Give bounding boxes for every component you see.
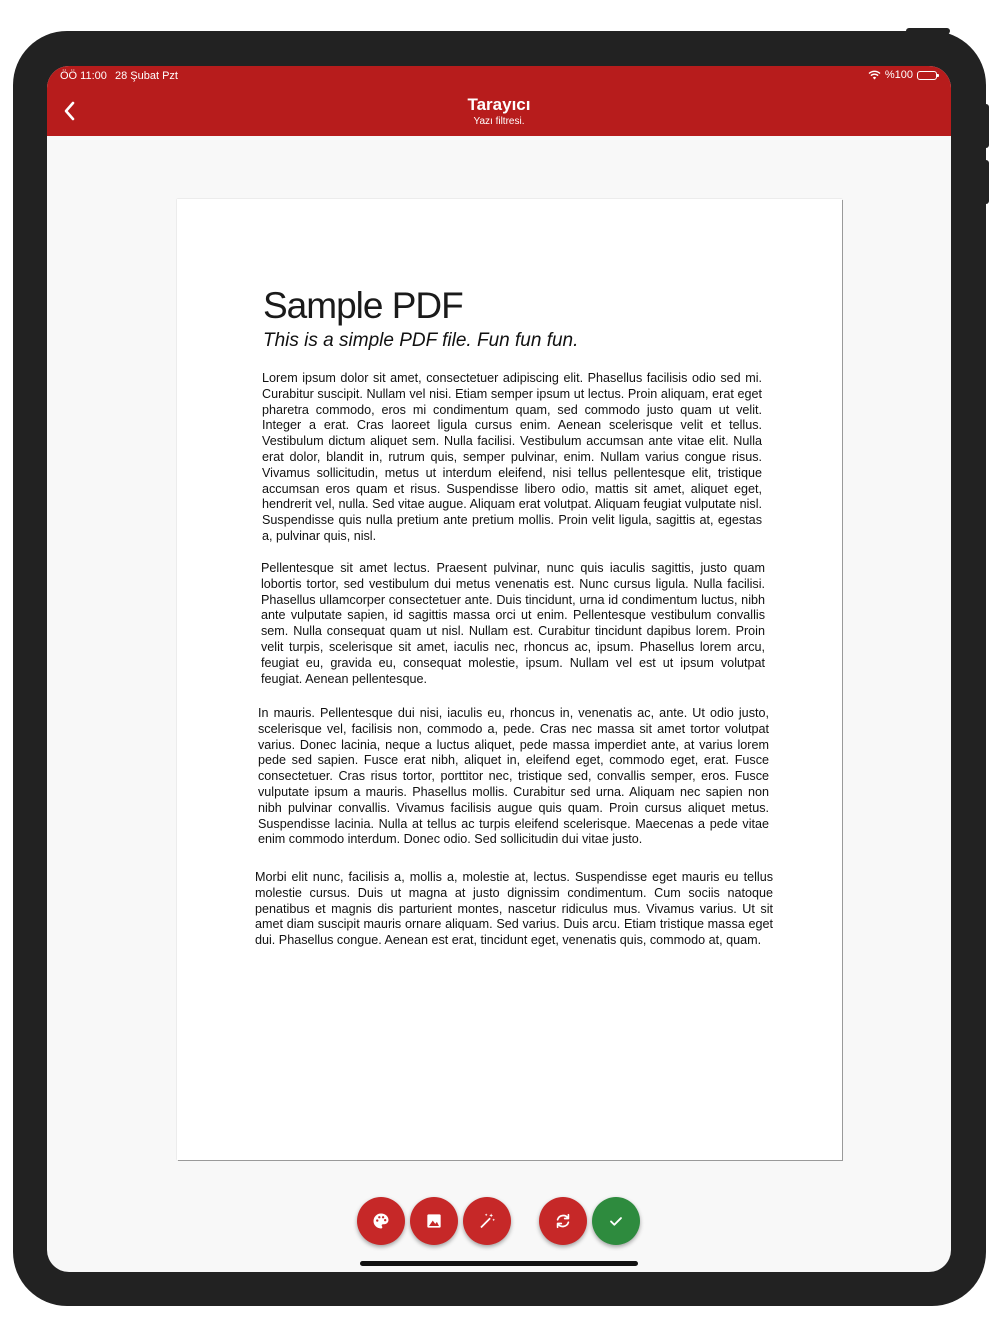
status-date: 28 Şubat Pzt [115, 70, 178, 82]
battery-icon [917, 71, 937, 80]
home-indicator[interactable] [360, 1261, 638, 1266]
image-icon [424, 1211, 444, 1231]
image-filter-button[interactable] [410, 1197, 458, 1245]
document-paragraph: Lorem ipsum dolor sit amet, consectetuer adipiscing elit. Phasellus facilisis odio sed mi. Curabitur suscipit. Nullam vel nisi. Etiam semper ipsum ut lectus. Proin aliquam, erat eget pharetra commodo, eros mi condimentum quam, sed commodo justo quam ut velit. Integer a erat. Cras laoreet ligula cursus enim. Aenean scelerisque velit et tellus. Vestibulum dictum aliquet sem. Nulla facilisi. Vestibulum accumsan ante vitae elit. Nulla erat dolor, blandit in, rutrum quis, semper pulvinar, enim. Nullam varius congue risus. Vivamus sollicitudin, metus ut interdum eleifend, nisi tellus pellentesque elit, tristique accumsan eros quam et risus. Suspendisse libero odio, mattis sit amet, aliquet eget, hendrerit vel, nulla. Sed vitae augue. Aliquam erat volutpat. Aliquam feugiat vulputate nisl. Suspendisse quis nulla pretium ante pretium mollis. Proin velit ligula, sagittis at, egestas a, pulvinar quis, nisl. [262, 371, 762, 543]
page-subtitle: Yazı filtresi. [473, 116, 525, 127]
scanned-document-preview [177, 199, 842, 1160]
auto-enhance-button[interactable] [463, 1197, 511, 1245]
color-filter-button[interactable] [357, 1197, 405, 1245]
document-title: Sample PDF [263, 285, 463, 326]
filter-toolbar [0, 1197, 1000, 1245]
palette-icon [371, 1211, 391, 1231]
document-paragraph: In mauris. Pellentesque dui nisi, iaculis eu, rhoncus in, venenatis ac, ante. Ut odio justo, scelerisque vel, facilisis non, commodo a, pede. Cras nec massa sit amet tortor volutpat varius. Donec lacinia, neque a luctus aliquet, pede massa imperdiet ante, at varius lorem pede sed sapien. Fusce erat nibh, aliquet in, eleifend eget, commodo eget, erat. Fusce consectetuer. Cras risus tortor, porttitor nec, tristique sed, convallis semper, eros. Fusce vulputate ipsum a mauris. Phasellus mollis. Curabitur sed urna. Aliquam nec sapien non nibh pulvinar convallis. Vivamus facilisis augue quis quam. Proin cursus aliquet metus. Suspendisse lacinia. Nulla at tellus ac turpis eleifend scelerisque. Maecenas a pede vitae enim commodo interdum. Donec odio. Sed sollicitudin dui vitae justo. [258, 706, 769, 847]
confirm-button[interactable] [592, 1197, 640, 1245]
magic-wand-icon [477, 1211, 497, 1231]
status-right [868, 69, 937, 81]
refresh-icon [553, 1211, 573, 1231]
nav-bar [47, 66, 951, 136]
document-paragraph: Pellentesque sit amet lectus. Praesent pulvinar, nunc quis iaculis sagittis, justo quam lobortis tortor, sed vestibulum dui metus venenatis est. Nunc cursus ligula. Nulla facilisi. Phasellus ullamcorper consectetuer ante. Duis tincidunt, urna id condimentum luctus, nibh ante vulputate sapien, id sagittis massa orci ut enim. Pellentesque vestibulum convallis sem. Nulla consequat quam ut nisl. Nullam est. Curabitur tincidunt dapibus lorem. Proin velit turpis, scelerisque sit amet, iaculis nec, rhoncus ac, ipsum. Phasellus lorem arcu, feugiat eu, gravida eu, consequat molestie, ipsum. Nullam vel est ut ipsum volutpat feugiat. Aenean pellentesque. [261, 561, 765, 686]
page-title: Tarayıcı [467, 95, 531, 114]
document-paragraph: Morbi elit nunc, facilisis a, mollis a, molestie at, lectus. Suspendisse eget mauris eu tellus molestie cursus. Duis ut magna at justo dignissim condimentum. Cum sociis natoque penatibus et magnis dis parturient montes, nascetur ridiculus mus. Vivamus varius. Ut sit amet diam suscipit mauris ornare aliquam. Sed varius. Duis arcu. Etiam tristique massa eget dui. Phasellus congue. Aenean est erat, tincidunt eget, venenatis quis, commodo at, quam. [255, 870, 773, 948]
check-icon [606, 1211, 626, 1231]
screen [47, 66, 951, 1272]
rotate-button[interactable] [539, 1197, 587, 1245]
status-time: ÖÖ 11:00 [60, 70, 107, 82]
status-bar [47, 66, 951, 86]
wifi-icon [868, 70, 881, 80]
battery-percent: %100 [884, 69, 913, 81]
document-subtitle: This is a simple PDF file. Fun fun fun. [263, 330, 579, 351]
